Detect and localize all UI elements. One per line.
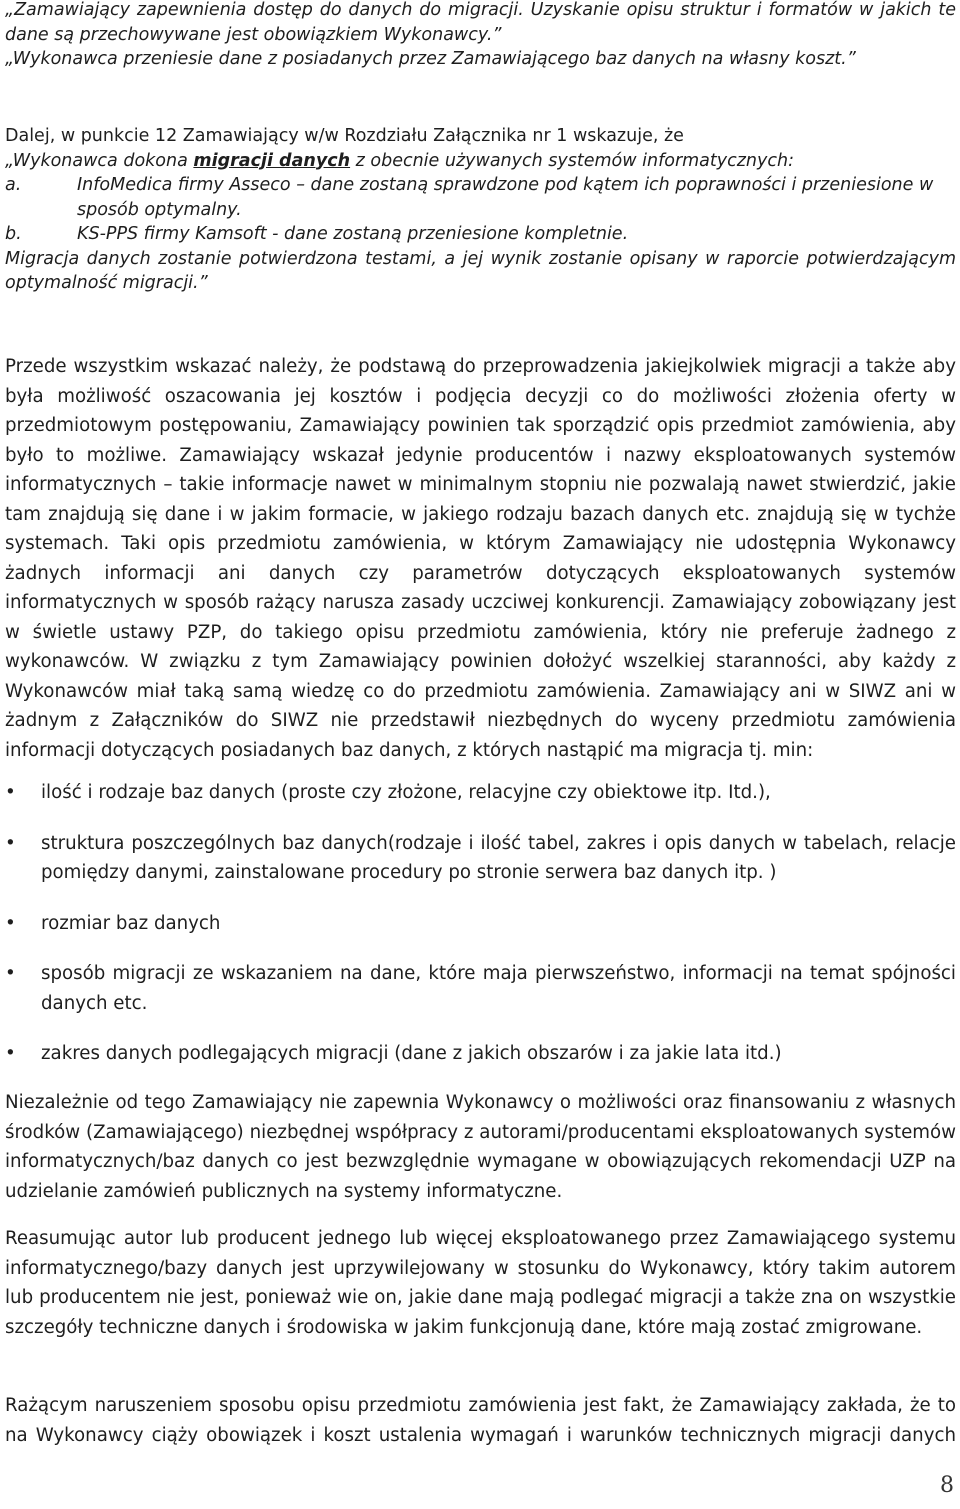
underlined-phrase: migracji danych: [193, 150, 351, 171]
quote-2-after: z obecnie używanych systemów informatycznych:: [350, 150, 794, 171]
list-item: [5, 1039, 956, 1069]
bullet-text: ilość i rodzaje baz danych (proste czy złożone, relacyjne czy obiektowe itp. Itd.),: [41, 782, 771, 803]
list-item: [5, 909, 956, 939]
paragraph-2: [5, 1088, 956, 1206]
list-item: [5, 829, 956, 888]
list-item-a: [5, 173, 956, 222]
quote-block-1: [5, 0, 956, 72]
bullet-text: struktura poszczególnych baz danych(rodzaje i ilość tabel, zakres i opis danych w tabelach, relacje pomiędzy danymi, zainstalowane procedury po stronie serwera baz danych itp. ): [41, 832, 956, 883]
bullet-text: zakres danych podlegających migracji (dane z jakich obszarów i za jakie lata itd.): [41, 1043, 782, 1064]
bullet-icon: •: [5, 963, 16, 984]
bullet-text: sposób migracji ze wskazaniem na dane, które maja pierwszeństwo, informacji na temat spójności danych etc.: [41, 963, 956, 1014]
item-b-marker: b.: [5, 224, 22, 244]
quote-block-2: [5, 124, 956, 296]
bullet-icon: •: [5, 832, 16, 854]
paragraph-3-text: Reasumując autor lub producent jednego lub więcej eksploatowanego przez Zamawiającego systemu informatycznego/bazy danych jest uprzywilejowany w stosunku do Wykonawcy, który takim autorem lub producentem nie jest, ponieważ wie on, jakie dane mają podlegać migracji a także zna on wszystkie szczegóły techniczne danych i środowiska w jakim funkcjonują dane, które mają zostać zmigrowane.: [5, 1228, 956, 1338]
paragraph-2-text: Niezależnie od tego Zamawiający nie zapewnia Wykonawcy o możliwości oraz finansowaniu z własnych środków (Zamawiającego) niezbędnej współpracy z autorami/producentami eksploatowanych systemów informatycznych/baz danych co jest bezwzględnie wymagane w obowiązujących rekomendacji UZP na udzielanie zamówień publicznych na systemy informatyczne.: [5, 1092, 956, 1202]
list-item: [5, 778, 956, 808]
list-item-b: [5, 222, 956, 247]
quote-2-before: „Wykonawca dokona: [5, 150, 194, 171]
quote-1-line-1: „Zamawiający zapewnienia dostęp do danych do migracji. Uzyskanie opisu struktur i formatów w jakich te dane są przechowywane jest obowiązkiem Wykonawcy.”: [5, 0, 956, 45]
quote-1-line-2: „Wykonawca przeniesie dane z posiadanych przez Zamawiającego baz danych na własny koszt.”: [5, 49, 856, 69]
list-item: [5, 959, 956, 1018]
bullet-icon: •: [5, 1043, 16, 1064]
paragraph-1-text: Przede wszystkim wskazać należy, że podstawą do przeprowadzenia jakiejkolwiek migracji a także aby była możliwość oszacowania jej kosztów i podjęcia decyzji co do możliwości złożenia oferty w przedmiotowym postępowaniu, Zamawiający powinien tak sporządzić opis przedmiot zamówienia, aby było to możliwe. Zamawiający wskazał jedynie producentów i nazwy eksploatowanych systemów informatycznych – takie informacje nawet w minimalnym stopniu nie pozwalają nawet stwierdzić, jakie tam znajdują się dane i w jakim formacie, w jakiego rodzaju bazach danych etc. znajdują się w tychże systemach. Taki opis przedmiotu zamówienia, w którym Zamawiający nie udostępnia Wykonawcy żadnych informacji ani danych czy parametrów dotyczących eksploatowanych systemów informatycznych w sposób rażący narusza zasady uczciwej konkurencji. Zamawiający zobowiązany jest w świetle ustawy PZP, do takiego opisu przedmiotu zamówienia, który nie preferuje żadnego z wykonawców. W związku z tym Zamawiający powinien dołożyć wszelkiej staranności, aby każdy z Wykonawców miał taką samą wiedzę co do przedmiotu zamówienia. Zamawiający ani w SIWZ ani w żadnym z Załączników do SIWZ nie przedstawił niezbędnych do wyceny przedmiotu zamówienia informacji dotyczących posiadanych baz danych, z których nastąpić ma migracja tj. min:: [5, 356, 956, 761]
item-b-text: KS-PPS firmy Kamsoft - dane zostaną przeniesione kompletnie.: [77, 224, 629, 244]
bullet-icon: •: [5, 782, 16, 803]
bullet-icon: •: [5, 912, 16, 934]
bullet-text: rozmiar baz danych: [41, 912, 221, 934]
paragraph-4-text: Rażącym naruszeniem sposobu opisu przedmiotu zamówienia jest fakt, że Zamawiający zakłada, że to na Wykonawcy ciąży obowiązek i koszt ustalenia wymagań i warunków technicznych migracji danych: [5, 1395, 956, 1446]
bullet-list: [5, 778, 956, 1090]
quote-2-intro: Dalej, w punkcie 12 Zamawiający w/w Rozdziału Załącznika nr 1 wskazuje, że: [5, 126, 684, 146]
paragraph-4: [5, 1391, 956, 1450]
paragraph-1: [5, 352, 956, 765]
page-number: 8: [940, 1473, 954, 1498]
item-a-marker: a.: [5, 175, 22, 195]
paragraph-3: [5, 1224, 956, 1342]
quote-2-closing: Migracja danych zostanie potwierdzona testami, a jej wynik zostanie opisany w raporcie potwierdzającym optymalność migracji.”: [5, 248, 956, 293]
item-a-text: InfoMedica firmy Asseco – dane zostaną sprawdzone pod kątem ich poprawności i przeniesione w sposób optymalny.: [77, 175, 934, 220]
quote-2-first-line: [5, 149, 956, 174]
